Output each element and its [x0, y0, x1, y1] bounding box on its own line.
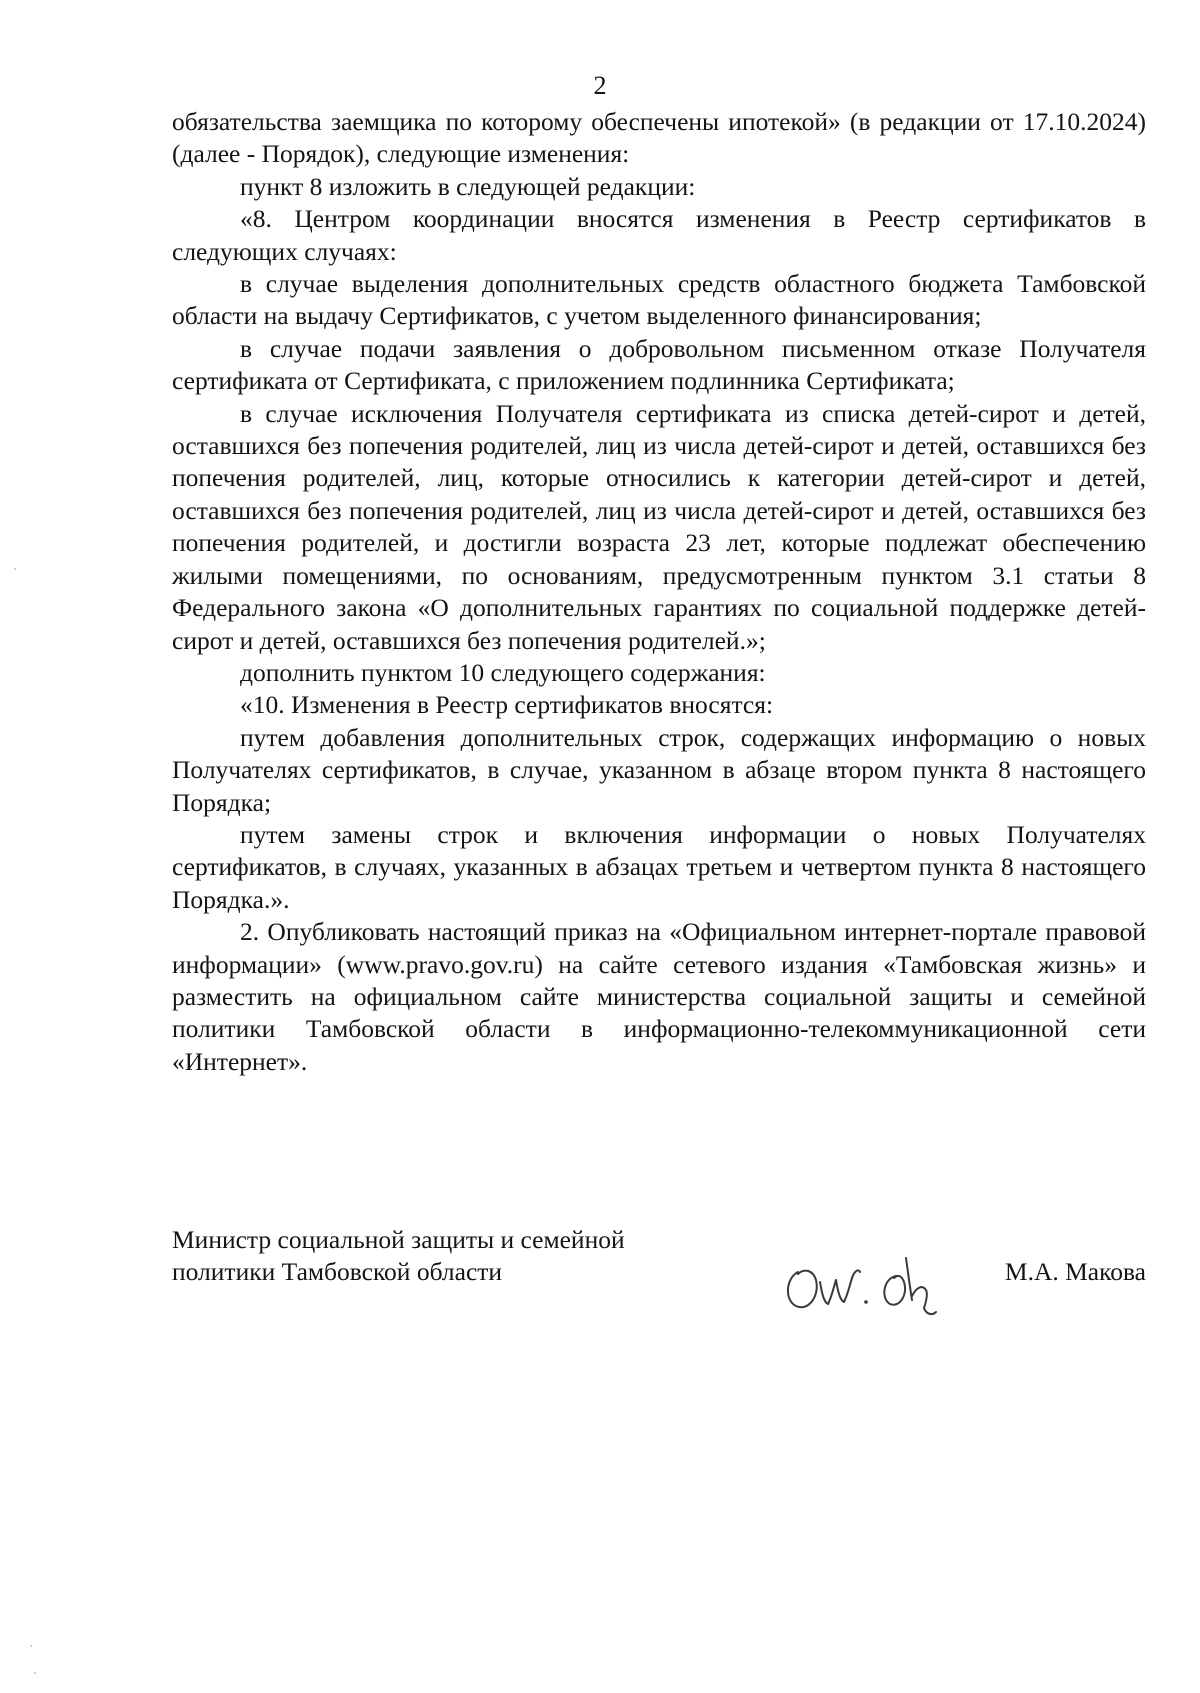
signer-position-line-2: политики Тамбовской области — [172, 1257, 503, 1287]
page-number: 2 — [593, 71, 607, 100]
paragraph-2: пункт 8 изложить в следующей редакции: — [240, 171, 696, 201]
paragraph-10: путем замены строк и включения информации о новых Получателях сертификатов, в случаях, указанных в абзацах третьем и четвертом пункта 8 настоящего Порядка.». — [172, 819, 1146, 914]
paragraph-6: в случае исключения Получателя сертификата из списка детей-сирот и детей, оставшихся без попечения родителей, лиц из числа детей-сирот и детей, оставшихся без попечения родителей, лиц, которые относились к категории детей-сирот и детей, оставшихся без попечения родителей, лиц из числа детей-сирот и детей, оставшихся без попечения родителей, и достигли возраста 23 лет, которые подлежат обеспечению жилыми помещениями, по основаниям, предусмотренным пунктом 3.1 статьи 8 Федерального закона «О дополнительных гарантиях по социальной поддержке детей-сирот и детей, оставшихся без попечения родителей.»; — [172, 398, 1146, 655]
signer-position — [172, 1224, 732, 1289]
signer-position-line-1: Министр социальной защиты и семейной — [172, 1225, 625, 1254]
paragraph-4: в случае выделения дополнительных средств областного бюджета Тамбовской области на выдачу Сертификатов, с учетом выделенного финансирования; — [172, 269, 1146, 331]
handwritten-signature — [776, 1238, 956, 1328]
document-body — [172, 106, 1146, 1078]
paragraph-3: «8. Центром координации вносятся изменения в Реестр сертификатов в следующих случаях: — [172, 204, 1146, 266]
scan-speck — [14, 568, 16, 570]
paragraph-7: дополнить пунктом 10 следующего содержания: — [240, 657, 766, 687]
scan-speck — [34, 1672, 36, 1674]
signature-block — [172, 1224, 1146, 1344]
paragraph-9: путем добавления дополнительных строк, содержащих информацию о новых Получателях сертификатов, в случае, указанном в абзаце втором пункта 8 настоящего Порядка; — [172, 722, 1146, 817]
paragraph-1: обязательства заемщика по которому обеспечены ипотекой» (в редакции от 17.10.2024) (далее - Порядок), следующие изменения: — [172, 107, 1146, 169]
scan-speck — [30, 1645, 32, 1647]
paragraph-5: в случае подачи заявления о добровольном письменном отказе Получателя сертификата от Сертификата, с приложением подлинника Сертификата; — [172, 333, 1146, 396]
paragraph-8: «10. Изменения в Реестр сертификатов вносятся: — [240, 690, 774, 720]
signature-strokes — [788, 1258, 936, 1314]
paragraph-11: 2. Опубликовать настоящий приказ на «Официальном интернет-портале правовой информации» (www.pravo.gov.ru) на сайте сетевого издания «Тамбовская жизнь» и разместить на официальном сайте министерства социальной защиты и семейной политики Тамбовской области в информационно-телекоммуникационной сети «Интернет». — [172, 917, 1146, 1076]
signer-name: М.А. Макова — [1004, 1257, 1146, 1286]
